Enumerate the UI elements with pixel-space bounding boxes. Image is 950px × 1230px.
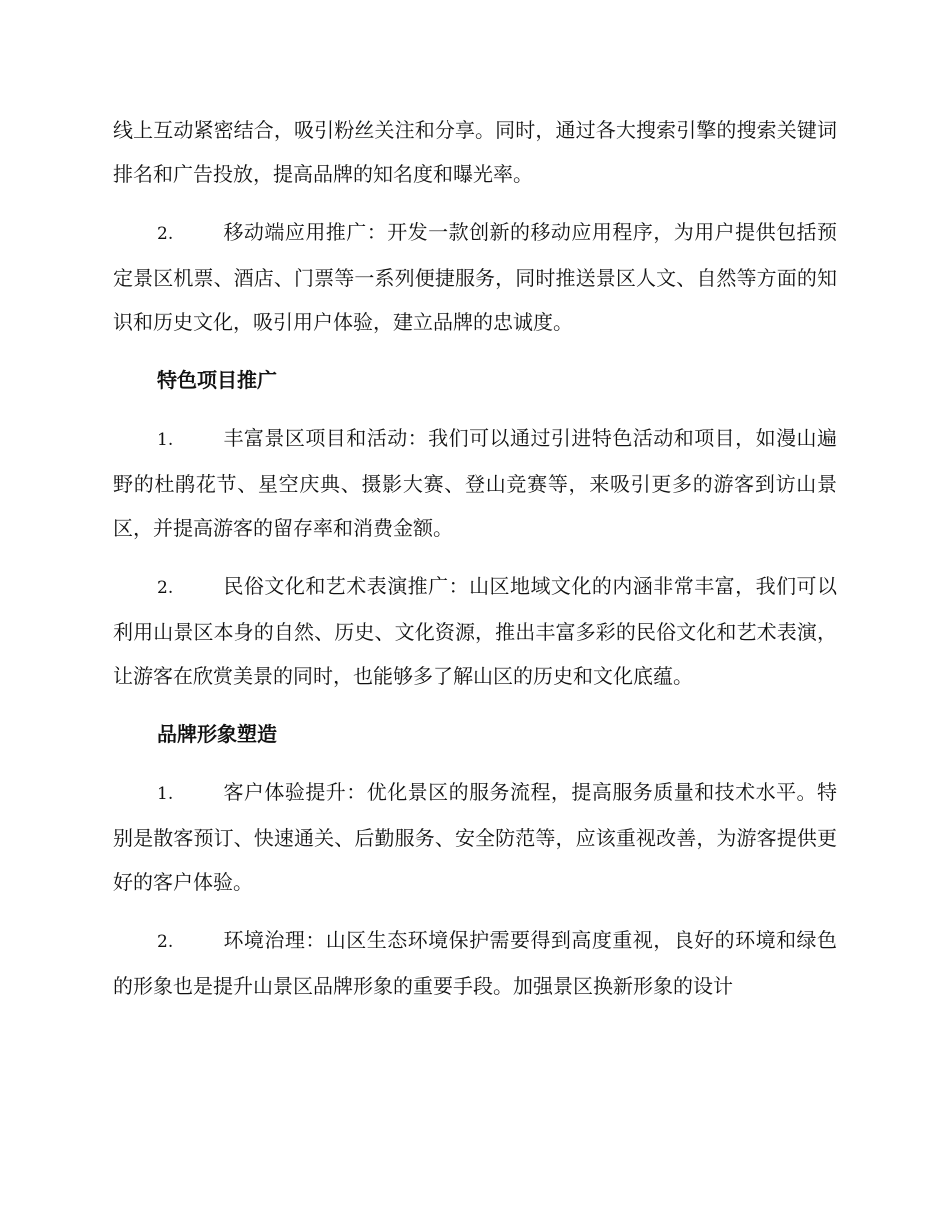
list-number: 2. xyxy=(157,224,174,244)
paragraph-continuation: 线上互动紧密结合，吸引粉丝关注和分享。同时，通过各大搜索引擎的搜索关键词排名和广告投放，提高品牌的知名度和曝光率。 xyxy=(113,118,837,186)
list-number: 2. xyxy=(157,932,174,952)
section-heading-special-projects: 特色项目推广 xyxy=(157,368,277,392)
list-item-folk-culture xyxy=(113,564,837,698)
list-item-text: 丰富景区项目和活动：我们可以通过引进特色活动和项目，如漫山遍野的杜鹃花节、星空庆典、摄影大赛、登山竞赛等，来吸引更多的游客到访山景区，并提高游客的留存率和消费金额。 xyxy=(113,426,837,540)
list-item-environment xyxy=(113,918,837,1008)
list-number: 2. xyxy=(157,578,174,598)
list-item-text: 环境治理：山区生态环境保护需要得到高度重视，良好的环境和绿色的形象也是提升山景区品牌形象的重要手段。加强景区换新形象的设计 xyxy=(113,928,837,998)
list-item-scenic-activities xyxy=(113,416,837,550)
document-body xyxy=(113,108,837,1022)
section-heading-brand-image: 品牌形象塑造 xyxy=(157,722,277,746)
list-number: 1. xyxy=(157,784,174,804)
list-item-text: 民俗文化和艺术表演推广：山区地域文化的内涵非常丰富，我们可以利用山景区本身的自然、历史、文化资源，推出丰富多彩的民俗文化和艺术表演，让游客在欣赏美景的同时，也能够多了解山区的历史和文化底蕴。 xyxy=(113,574,837,688)
list-item-customer-experience xyxy=(113,770,837,904)
list-number: 1. xyxy=(157,430,174,450)
list-item-mobile-app xyxy=(113,210,837,344)
list-item-text: 移动端应用推广：开发一款创新的移动应用程序，为用户提供包括预定景区机票、酒店、门票等一系列便捷服务，同时推送景区人文、自然等方面的知识和历史文化，吸引用户体验，建立品牌的忠诚度。 xyxy=(113,220,837,334)
list-item-text: 客户体验提升：优化景区的服务流程，提高服务质量和技术水平。特别是散客预订、快速通关、后勤服务、安全防范等，应该重视改善，为游客提供更好的客户体验。 xyxy=(113,780,837,894)
